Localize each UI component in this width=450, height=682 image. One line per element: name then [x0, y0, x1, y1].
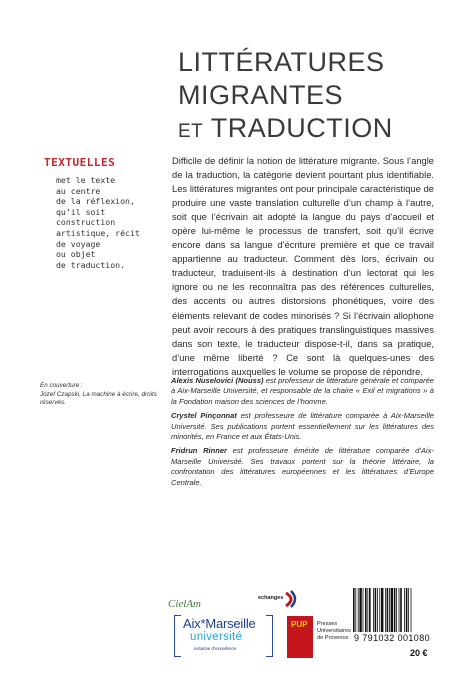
amu-bracket-left [174, 615, 181, 657]
echanges-logo [258, 589, 298, 609]
title-word: TRADUCTION [210, 113, 393, 143]
barcode-bar [391, 588, 393, 632]
book-blurb: Difficile de définir la notion de littérature migrante. Sous l’angle de la traduction, la catégorie devient pourtant plus identifiable. Les littératures migrantes ont pour principale caractéristique de produire une vaste translation culturelle d’un champ à l’autre, soit que l’écrivain ait adopté la langue du pays d’accueil et opère lui-même le processus de transfert, soit qu’il écrive encore dans sa langue d’écriture première et que ce travail appartienne au traducteur. Comment dès lors, écrivain ou traducteur, traduisent-ils à destination d’un lectorat qui les ignore ou ne les reconnaîtra pas des références culturelles, des accents ou autres distorsions phonétiques, voire des éléments relevant de codes minorisés ? Si l’écrivain allophone peut avoir recours à des pratiques translinguistiques massives dans son texte, le traducteur dispose-t-il, dans sa pratique, d’une même liberté ? Ce sont là quelques-unes des interrogations auxquelles le volume se propose de répondre. [172, 156, 434, 377]
cielam-logo [168, 594, 238, 610]
barcode-bar [411, 588, 412, 632]
barcode-bar [404, 588, 405, 632]
amu-name: Aix*Marseille [183, 616, 256, 631]
pup-name-line: Universitaires [317, 627, 351, 634]
series-description [44, 175, 169, 270]
barcode-bar [399, 588, 400, 632]
series-desc-line: artistique, récit [56, 227, 140, 238]
barcode-bar [359, 588, 361, 632]
series-desc-line: ou objet [56, 249, 96, 260]
cover-credit [40, 382, 158, 408]
author-bio [171, 411, 434, 442]
barcode-bar [389, 588, 390, 632]
barcode-bar [355, 588, 356, 632]
cover-credit-text: Józef Czapski, La machine à écrire, droits réservés. [40, 390, 157, 407]
series-desc-line: met le texte [56, 175, 116, 185]
title-line-3 [178, 112, 443, 148]
author-name: Crystel Pinçonnat [171, 411, 237, 421]
barcode-bar [385, 588, 386, 632]
barcode-bar [365, 588, 367, 632]
barcode-bar [400, 588, 402, 632]
barcode-bar [367, 588, 368, 632]
pup-name-line: Presses [317, 621, 338, 627]
amu-universite: université [190, 631, 243, 643]
author-bio-text: est professeure de littérature comparée à Aix-Marseille Université. Ses publications portent essentiellement sur les littératures des minorités, en France et aux États-Unis. [171, 411, 435, 442]
barcode-bar [377, 588, 378, 632]
pup-name-line: de Provence [317, 634, 349, 641]
author-name: Alexis Nuselovici (Nouss) [171, 376, 264, 385]
series-desc-line: de voyage [56, 238, 101, 249]
series-desc-line: qu’il soit [56, 206, 106, 217]
isbn-number: 9 791032 001080 [353, 633, 431, 643]
author-bio-text: est professeure émérite de littérature comparée d’Aix-Marseille Université. Ses travaux portent sur la théorie littéraire, la confrontation des littératures européennes et les littératures d’Europe Centrale. [171, 446, 434, 487]
author-name: Fridrun Rinner [171, 446, 227, 456]
barcode-bar [379, 588, 380, 632]
price: 20 € [410, 648, 428, 658]
series-desc-line: au centre [56, 185, 101, 196]
barcode-bar [387, 588, 389, 632]
barcode-bar [358, 588, 359, 632]
series-name: TEXTUELLES [44, 156, 116, 169]
amu-tagline: initiative d’excellence [194, 646, 237, 651]
echanges-mark-icon [284, 589, 298, 609]
title-line-1: LITTÉRATURES [178, 47, 385, 77]
book-title [178, 46, 443, 148]
barcode-bar [408, 588, 409, 632]
series-desc-line: de traduction. [56, 259, 126, 270]
barcode-icon [352, 588, 436, 632]
author-bio [171, 446, 434, 488]
author-bio-text: est professeur de littérature générale et comparée à Aix-Marseille Université, et responsable de la chaire « Exil et migrations » à la Fondation maison des sciences de l’homme. [171, 376, 434, 406]
aix-marseille-universite-logo [174, 615, 274, 659]
barcode-bar [373, 588, 374, 632]
author-bio [171, 376, 434, 407]
series-desc-line: de la réflexion, [56, 196, 135, 207]
author-bios [171, 376, 434, 492]
barcode-bar [375, 588, 377, 632]
cielam-logo-text: CielAm [168, 598, 201, 610]
barcode-bar [369, 588, 371, 632]
barcode-bar [381, 588, 383, 632]
series-desc-line: construction [56, 217, 116, 228]
barcode-bar [363, 588, 364, 632]
title-conjunction: ET [178, 121, 204, 142]
echanges-logo-text: echanges [258, 595, 284, 601]
title-line-2: MIGRANTES [178, 80, 344, 110]
series-block [44, 156, 169, 270]
barcode-bar [394, 588, 396, 632]
barcode-bar [406, 588, 408, 632]
pup-mark [287, 616, 313, 658]
pup-letters: PUP [291, 620, 308, 629]
cover-credit-label: En couverture : [40, 382, 83, 389]
amu-bracket-right [266, 615, 273, 657]
barcode-bar [396, 588, 397, 632]
barcode-bar [353, 588, 355, 632]
